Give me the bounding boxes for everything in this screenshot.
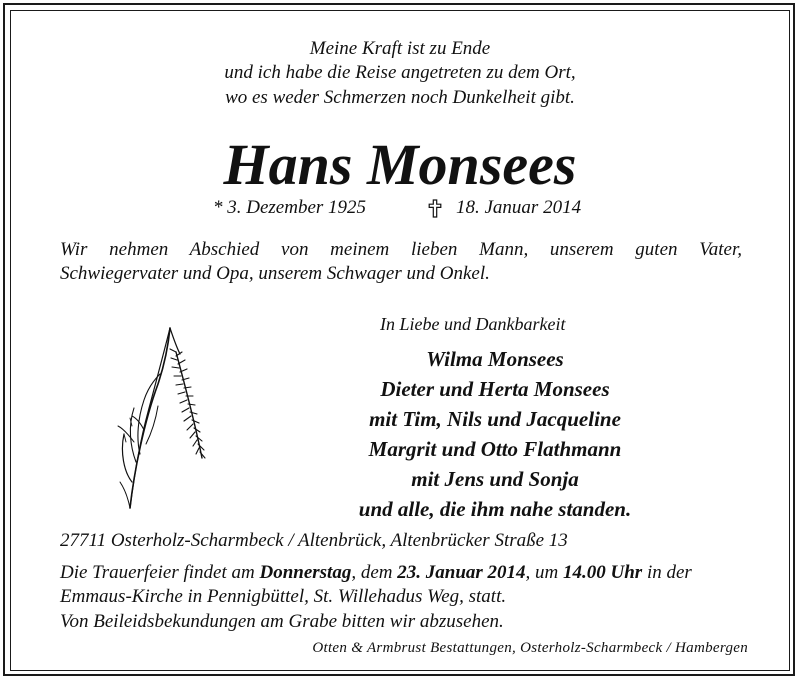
funeral-line-1 (60, 561, 692, 585)
funeral-date: 23. Januar 2014 (397, 562, 526, 583)
cross-icon (428, 199, 442, 218)
family-member-3: mit Tim, Nils und Jacqueline (369, 407, 621, 431)
funeral-home-footer: Otten & Armbrust Bestattungen, Osterholz-Scharmbeck / Hambergen (312, 640, 748, 656)
funeral-text: Die Trauerfeier findet am (60, 562, 260, 583)
funeral-time: 14.00 Uhr (563, 562, 643, 583)
address-line: 27711 Osterholz-Scharmbeck / Altenbrück, Altenbrücker Straße 13 (60, 530, 568, 551)
funeral-text: , dem (351, 562, 398, 583)
family-member-2: Dieter und Herta Monsees (380, 377, 610, 401)
family-member-1: Wilma Monsees (426, 347, 564, 371)
deceased-name: Hans Monsees (223, 132, 577, 197)
birth-date: * 3. Dezember 1925 (213, 197, 367, 218)
condolence-note: Von Beileidsbekundungen am Grabe bitten wir abzusehen. (60, 611, 504, 632)
funeral-text: in der (642, 562, 692, 583)
family-member-5: mit Jens und Sonja (411, 467, 579, 491)
death-date: 18. Januar 2014 (456, 197, 582, 218)
poem-line-3: wo es weder Schmerzen noch Dunkelheit gibt. (225, 87, 575, 108)
farewell-line-2: Schwiegervater und Opa, unserem Schwager und Onkel. (60, 263, 490, 284)
funeral-text: , um (525, 562, 564, 583)
poem-line-2: und ich habe die Reise angetreten zu dem Ort, (224, 62, 576, 83)
family-member-6: und alle, die ihm nahe standen. (358, 497, 632, 521)
gratitude-line: In Liebe und Dankbarkeit (380, 314, 566, 334)
family-member-4: Margrit und Otto Flathmann (368, 437, 622, 461)
farewell-line-1: Wir nehmen Abschied von meinem lieben Mann, unserem guten Vater, (60, 239, 742, 260)
funeral-day: Donnerstag (259, 562, 352, 583)
funeral-line-2: Emmaus-Kirche in Pennigbüttel, St. Willehadus Weg, statt. (60, 586, 507, 607)
grass-illustration (110, 322, 220, 510)
poem-line-1: Meine Kraft ist zu Ende (309, 38, 491, 59)
